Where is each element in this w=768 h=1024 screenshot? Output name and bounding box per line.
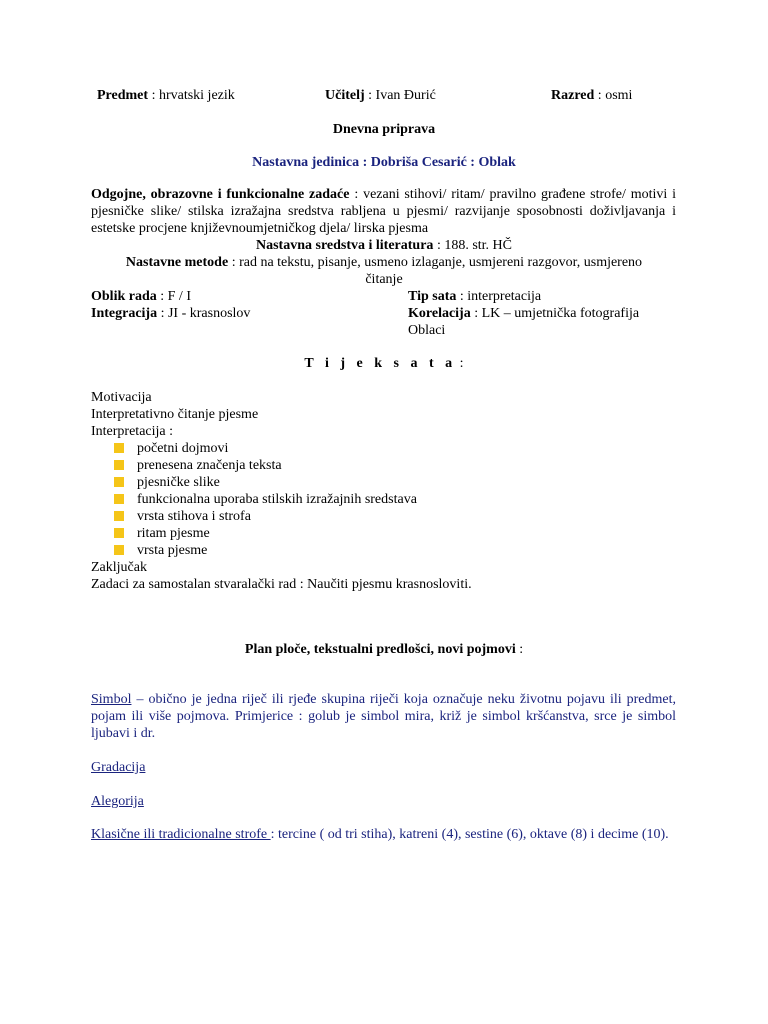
page-title: Dnevna priprava: [332, 122, 436, 137]
bullet-square-icon: [114, 443, 124, 453]
list-item: vrsta pjesme: [137, 543, 208, 558]
zadaci: Zadaci za samostalan stvaralački rad : Naučiti pjesmu krasnosloviti.: [91, 577, 472, 592]
gradacija-term: Gradacija: [91, 760, 146, 775]
bullet-square-icon: [114, 494, 124, 504]
tip-value: interpretacija: [467, 289, 542, 304]
methods-value: rad na tekstu, pisanje, usmeno izlaganje, usmjereni razgovor, usmjereno: [239, 255, 643, 270]
ucitelj-label: Učitelj: [325, 88, 365, 103]
bullet-square-icon: [114, 511, 124, 521]
oblik-value: F / I: [167, 289, 191, 304]
methods-line: Nastavne metode : rad na tekstu, pisanje, usmeno izlaganje, usmjereni razgovor, usmjereno: [125, 255, 643, 270]
korelacija-value: LK – umjetnička fotografija: [481, 306, 640, 321]
korelacija-field: Korelacija : LK – umjetnička fotografija: [408, 306, 640, 321]
razred-label: Razred: [551, 88, 595, 103]
simbol-term: Simbol: [91, 692, 132, 707]
predmet-label: Predmet: [97, 88, 149, 103]
motivacija: Motivacija: [91, 390, 152, 405]
tasks-label: Odgojne, obrazovne i funkcionalne zadaće: [91, 187, 350, 202]
razred-value: osmi: [605, 88, 633, 103]
ucitelj-field: Učitelj : Ivan Đurić: [325, 88, 436, 103]
lesson-title: Nastavna jedinica : Dobriša Cesarić : Oblak: [252, 155, 516, 170]
bullet-square-icon: [114, 545, 124, 555]
strofe-term: Klasične ili tradicionalne strofe: [91, 827, 271, 842]
methods-label: Nastavne metode: [125, 255, 229, 270]
korelacija-label: Korelacija: [408, 306, 471, 321]
list-item: početni dojmovi: [137, 441, 229, 456]
ucitelj-value: Ivan Đurić: [375, 88, 436, 103]
tasks-paragraph: Odgojne, obrazovne i funkcionalne zadaće : vezani stihovi/ ritam/ pravilno građene strofe/ motivi i pjesničke slike/ stilska izražajna sredstva rabljena u pjesmi/ razvijanje sposobnosti doživljavanja i estetske procjene književnoumjetničkog djela/ lirska pjesma: [91, 187, 677, 236]
tasks-text: vezani stihovi/ ritam/ pravilno građene strofe/ motivi i pjesničke slike/ stilska izražajna sredstva rabljena u pjesmi/ razvijanje sposobnosti doživljavanja i estetske procjene književnoumjetničkog djela/ lirska pjesma: [91, 187, 677, 236]
predmet-value: hrvatski jezik: [158, 88, 235, 103]
list-item: ritam pjesme: [137, 526, 210, 541]
bullet-square-icon: [114, 477, 124, 487]
alegorija-term: Alegorija: [91, 794, 144, 809]
tijek-heading: T i j e k s a t a :: [304, 356, 464, 371]
interpretacija: Interpretacija :: [91, 424, 174, 439]
resources-value: 188. str. HČ: [444, 238, 513, 253]
strofe-definition: [91, 826, 676, 843]
integracija-label: Integracija: [91, 306, 158, 321]
list-item: prenesena značenja teksta: [137, 458, 282, 473]
plan-heading: Plan ploče, tekstualni predlošci, novi pojmovi :: [244, 642, 524, 657]
simbol-definition: [91, 691, 676, 742]
tip-field: Tip sata : interpretacija: [408, 289, 542, 304]
list-item: pjesničke slike: [137, 475, 220, 490]
oblik-label: Oblik rada: [91, 289, 157, 304]
list-item: vrsta stihova i strofa: [137, 509, 251, 524]
bullet-square-icon: [114, 460, 124, 470]
razred-field: Razred : osmi: [551, 88, 633, 103]
methods-line-2: čitanje: [365, 272, 403, 287]
resources-line: Nastavna sredstva i literatura : 188. str. HČ: [255, 238, 513, 253]
list-item: funkcionalna uporaba stilskih izražajnih sredstava: [137, 492, 417, 507]
integracija-field: Integracija : JI - krasnoslov: [91, 306, 251, 321]
integracija-value: JI - krasnoslov: [167, 306, 251, 321]
predmet-field: Predmet : hrvatski jezik: [97, 88, 235, 103]
korelacija-line-2: Oblaci: [408, 323, 446, 338]
resources-label: Nastavna sredstva i literatura: [255, 238, 434, 253]
citanje: Interpretativno čitanje pjesme: [91, 407, 259, 422]
bullet-square-icon: [114, 528, 124, 538]
simbol-text: – obično je jedna riječ ili rjeđe skupina riječi koja označuje neku životnu pojavu ili predmet, pojam ili više pojmova. Primjerice : golub je simbol mira, križ je simbol kršćanstva, srce je simbol ljubavi i dr.: [91, 692, 676, 741]
tip-label: Tip sata: [408, 289, 457, 304]
strofe-text: : tercine ( od tri stiha), katreni (4), sestine (6), oktave (8) i decime (10).: [270, 827, 669, 842]
zakljucak: Zaključak: [91, 560, 147, 575]
oblik-field: Oblik rada : F / I: [91, 289, 191, 304]
